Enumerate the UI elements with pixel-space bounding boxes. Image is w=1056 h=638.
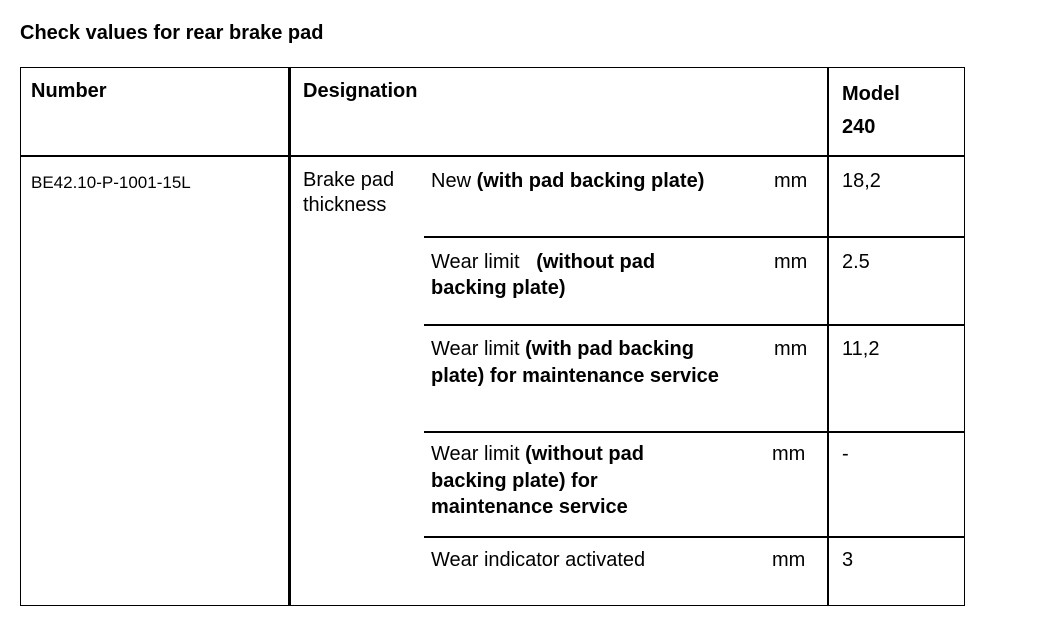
table-row <box>431 168 761 194</box>
row-label: Wear limit <box>431 338 520 360</box>
header-model-label: Model <box>842 83 900 105</box>
row-unit: mm <box>772 549 806 571</box>
header-designation: Designation <box>303 80 418 102</box>
row-unit: mm <box>774 170 808 192</box>
row-divider-4 <box>424 536 965 538</box>
column-divider-model <box>827 67 829 606</box>
row-unit: mm <box>774 251 808 273</box>
row-detail: (without pad backing plate) <box>431 251 656 299</box>
row-value: - <box>842 443 849 465</box>
row-divider-1 <box>424 236 965 238</box>
table-row <box>431 336 743 389</box>
row-detail: (with pad backing plate) <box>476 170 705 192</box>
column-divider-number <box>288 67 291 606</box>
row-label: Wear indicator activated <box>431 549 646 571</box>
row-value: 18,2 <box>842 170 881 192</box>
header-number: Number <box>31 80 107 102</box>
page-title: Check values for rear brake pad <box>20 22 324 44</box>
row-value: 3 <box>842 549 854 571</box>
row-detail: (without pad backing plate) for maintenance service <box>431 443 644 518</box>
row-label: Wear limit <box>431 443 520 465</box>
row-label: Wear limit <box>431 251 520 273</box>
row-unit: mm <box>772 443 806 465</box>
row-divider-2 <box>424 324 965 326</box>
document-number: BE42.10-P-1001-15L <box>31 173 191 192</box>
table-row <box>431 547 761 573</box>
row-divider-3 <box>424 431 965 433</box>
row-label: New <box>431 170 472 192</box>
row-value: 11,2 <box>842 338 880 360</box>
table-row <box>431 441 693 521</box>
row-unit: mm <box>774 338 808 360</box>
header-model-number: 240 <box>842 116 876 138</box>
header-divider <box>20 155 965 157</box>
table-row <box>431 249 731 301</box>
row-value: 2.5 <box>842 251 870 273</box>
designation: Brake pad thickness <box>303 169 395 216</box>
row-detail: (with pad backing plate) for maintenance service <box>431 338 719 387</box>
header-model <box>842 78 900 144</box>
